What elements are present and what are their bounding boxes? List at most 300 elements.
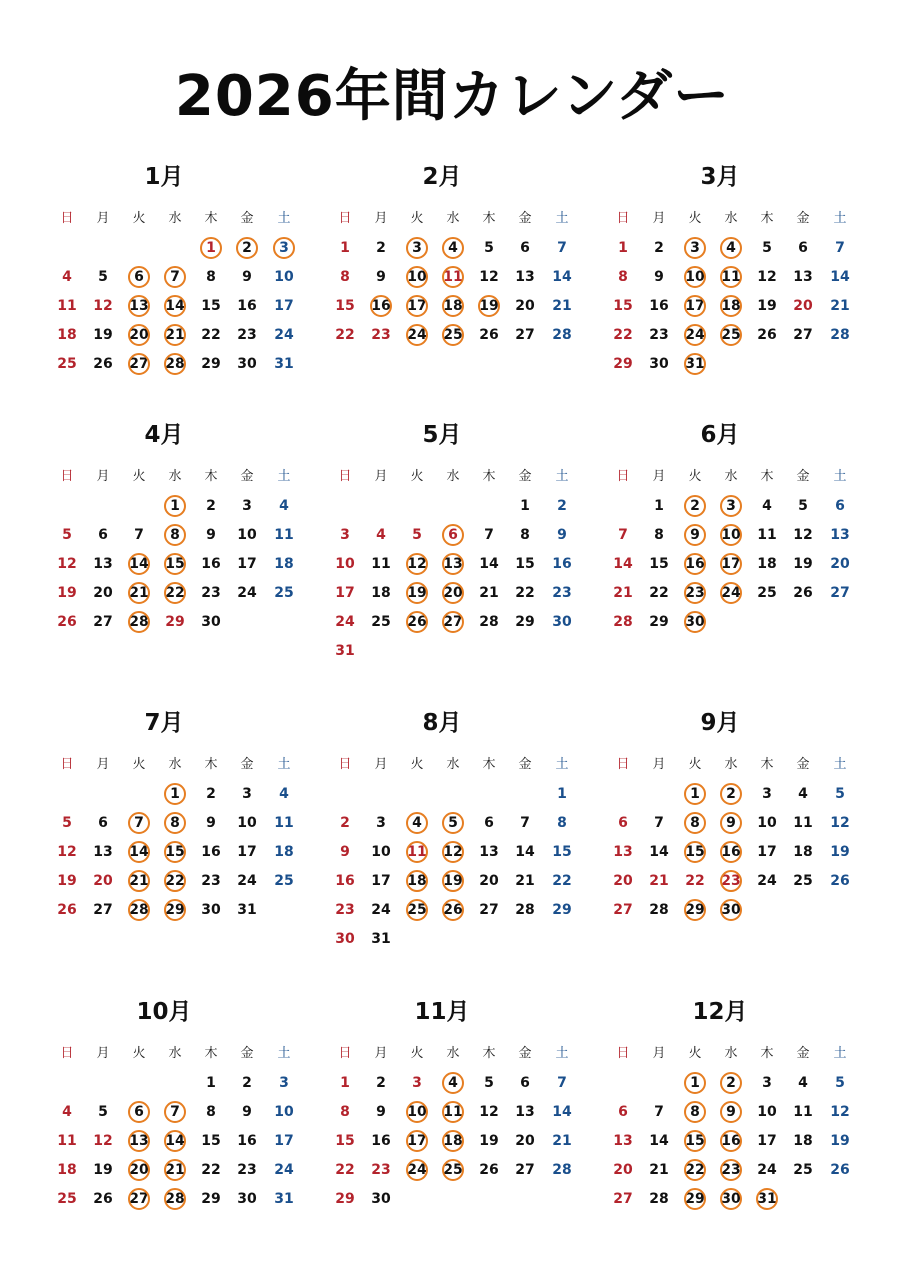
day-number: 25 (793, 1162, 813, 1178)
day-number: 3 (279, 1075, 289, 1091)
weekday-header: 土 (833, 469, 847, 484)
day-cell (193, 842, 229, 862)
day-number: 30 (649, 356, 669, 372)
day-number: 20 (515, 1133, 535, 1149)
day-cell (229, 1102, 265, 1122)
day-number: 23 (552, 585, 572, 601)
day-cell (677, 238, 713, 258)
day-number: 4 (412, 815, 422, 831)
day-cell (641, 842, 677, 862)
day-cell (641, 1160, 677, 1180)
day-cell (49, 1160, 85, 1180)
day-number: 15 (685, 844, 705, 860)
day-cell (641, 354, 677, 374)
day-cell (363, 842, 399, 862)
day-number: 19 (830, 1133, 850, 1149)
day-cell (641, 1189, 677, 1209)
day-number: 20 (479, 873, 499, 889)
day-cell (677, 1131, 713, 1151)
day-cell (399, 238, 435, 258)
day-cell (266, 813, 302, 833)
day-cell (713, 784, 749, 804)
day-cell (471, 325, 507, 345)
day-number: 7 (557, 1075, 567, 1091)
day-number: 8 (170, 527, 180, 543)
day-number: 3 (242, 786, 252, 802)
day-cell (471, 296, 507, 316)
day-number: 26 (93, 356, 113, 372)
weekday-header: 木 (760, 211, 774, 226)
day-number: 25 (721, 327, 741, 343)
day-number: 16 (237, 1133, 257, 1149)
day-number: 29 (165, 614, 185, 630)
day-number: 1 (654, 498, 664, 514)
day-number: 30 (685, 614, 705, 630)
day-number: 23 (649, 327, 669, 343)
day-cell (85, 813, 121, 833)
day-number: 27 (93, 614, 113, 630)
weekday-header: 金 (518, 469, 532, 484)
day-cell (785, 784, 821, 804)
day-number: 4 (726, 240, 736, 256)
day-cell (266, 354, 302, 374)
day-cell (785, 525, 821, 545)
day-cell (749, 813, 785, 833)
day-cell (677, 1189, 713, 1209)
day-cell (266, 296, 302, 316)
month-3 (591, 162, 849, 402)
day-cell (157, 296, 193, 316)
day-cell (399, 1131, 435, 1151)
weekday-header: 金 (518, 757, 532, 772)
day-number: 8 (557, 815, 567, 831)
day-cell (363, 871, 399, 891)
day-cell (785, 496, 821, 516)
day-cell (157, 325, 193, 345)
day-number: 4 (448, 1075, 458, 1091)
day-number: 10 (721, 527, 741, 543)
day-number: 28 (649, 902, 669, 918)
day-number: 18 (407, 873, 427, 889)
day-cell (435, 842, 471, 862)
day-number: 25 (371, 614, 391, 630)
day-cell (677, 554, 713, 574)
day-cell (49, 1131, 85, 1151)
day-number: 16 (721, 1133, 741, 1149)
day-number: 29 (201, 356, 221, 372)
day-cell (544, 496, 580, 516)
day-number: 5 (835, 786, 845, 802)
weekday-header: 火 (688, 757, 702, 772)
day-cell (435, 525, 471, 545)
day-cell (749, 842, 785, 862)
day-cell (193, 784, 229, 804)
day-number: 14 (129, 844, 149, 860)
weekday-header: 日 (60, 211, 74, 226)
day-number: 11 (793, 1104, 813, 1120)
day-number: 13 (443, 556, 463, 572)
day-cell (749, 238, 785, 258)
day-number: 29 (201, 1191, 221, 1207)
day-cell (641, 612, 677, 632)
day-cell (85, 325, 121, 345)
day-cell (507, 583, 543, 603)
day-number: 9 (242, 269, 252, 285)
weekday-header: 土 (555, 1046, 569, 1061)
day-number: 28 (830, 327, 850, 343)
day-number: 5 (762, 240, 772, 256)
day-cell (677, 583, 713, 603)
day-number: 30 (201, 614, 221, 630)
day-cell (363, 900, 399, 920)
weekday-header: 火 (132, 1046, 146, 1061)
day-cell (193, 871, 229, 891)
day-cell (121, 1102, 157, 1122)
day-cell (641, 554, 677, 574)
day-cell (749, 496, 785, 516)
month-11 (313, 997, 571, 1237)
day-number: 8 (340, 269, 350, 285)
day-cell (229, 784, 265, 804)
day-cell (229, 1189, 265, 1209)
day-number: 9 (726, 1104, 736, 1120)
day-cell (713, 1102, 749, 1122)
day-cell (605, 612, 641, 632)
day-cell (605, 1160, 641, 1180)
day-cell (193, 1131, 229, 1151)
month-title: 4月 (144, 422, 184, 448)
day-cell (85, 842, 121, 862)
day-number: 7 (654, 815, 664, 831)
day-number: 10 (407, 1104, 427, 1120)
day-number: 19 (443, 873, 463, 889)
day-number: 4 (376, 527, 386, 543)
day-number: 19 (407, 585, 427, 601)
day-cell (507, 1073, 543, 1093)
day-cell (605, 354, 641, 374)
day-cell (193, 496, 229, 516)
day-number: 20 (613, 1162, 633, 1178)
day-cell (121, 554, 157, 574)
month-title: 1月 (144, 164, 184, 190)
day-number: 24 (757, 873, 777, 889)
day-cell (677, 842, 713, 862)
day-number: 12 (479, 269, 499, 285)
day-cell (785, 583, 821, 603)
day-number: 14 (649, 844, 669, 860)
day-cell (471, 900, 507, 920)
day-number: 5 (62, 815, 72, 831)
weekday-header: 水 (446, 211, 460, 226)
month-7 (35, 708, 293, 948)
day-number: 1 (206, 240, 216, 256)
day-cell (544, 554, 580, 574)
day-cell (121, 842, 157, 862)
day-number: 21 (552, 1133, 572, 1149)
day-cell (435, 325, 471, 345)
day-cell (327, 612, 363, 632)
day-number: 24 (335, 614, 355, 630)
day-cell (435, 612, 471, 632)
day-number: 16 (649, 298, 669, 314)
day-number: 17 (757, 1133, 777, 1149)
day-cell (749, 1073, 785, 1093)
day-number: 11 (274, 815, 294, 831)
weekday-header: 水 (446, 1046, 460, 1061)
day-cell (266, 1160, 302, 1180)
day-number: 16 (371, 1133, 391, 1149)
day-number: 24 (721, 585, 741, 601)
day-cell (713, 1189, 749, 1209)
weekday-header: 月 (374, 757, 388, 772)
day-number: 29 (613, 356, 633, 372)
day-number: 19 (479, 1133, 499, 1149)
day-number: 22 (685, 873, 705, 889)
day-cell (605, 1131, 641, 1151)
day-number: 24 (407, 327, 427, 343)
day-number: 24 (237, 873, 257, 889)
day-cell (713, 871, 749, 891)
day-cell (507, 612, 543, 632)
weekday-header: 木 (204, 469, 218, 484)
day-number: 6 (484, 815, 494, 831)
day-cell (121, 1131, 157, 1151)
day-number: 2 (726, 786, 736, 802)
day-number: 13 (129, 298, 149, 314)
day-cell (507, 900, 543, 920)
day-cell (157, 1160, 193, 1180)
day-cell (363, 554, 399, 574)
day-number: 19 (57, 873, 77, 889)
day-cell (605, 871, 641, 891)
day-cell (605, 1102, 641, 1122)
day-number: 25 (274, 585, 294, 601)
day-number: 25 (793, 873, 813, 889)
day-number: 25 (57, 356, 77, 372)
day-number: 20 (613, 873, 633, 889)
month-9 (591, 708, 849, 948)
day-number: 30 (335, 931, 355, 947)
day-cell (49, 296, 85, 316)
day-number: 9 (557, 527, 567, 543)
weekday-header: 水 (724, 211, 738, 226)
day-number: 30 (721, 1191, 741, 1207)
day-number: 22 (165, 585, 185, 601)
weekday-header: 月 (96, 757, 110, 772)
day-cell (327, 641, 363, 661)
day-number: 7 (170, 269, 180, 285)
day-cell (229, 296, 265, 316)
day-cell (471, 842, 507, 862)
day-number: 17 (274, 298, 294, 314)
day-number: 26 (93, 1191, 113, 1207)
day-number: 23 (721, 873, 741, 889)
day-cell (605, 267, 641, 287)
weekday-header: 土 (277, 469, 291, 484)
day-cell (157, 583, 193, 603)
day-cell (713, 267, 749, 287)
day-cell (435, 554, 471, 574)
weekday-header: 水 (446, 469, 460, 484)
day-cell (399, 296, 435, 316)
day-number: 14 (552, 1104, 572, 1120)
day-number: 18 (443, 1133, 463, 1149)
day-number: 18 (793, 844, 813, 860)
day-cell (121, 1160, 157, 1180)
day-number: 23 (237, 1162, 257, 1178)
day-cell (749, 784, 785, 804)
day-number: 31 (274, 356, 294, 372)
day-number: 9 (242, 1104, 252, 1120)
day-number: 11 (793, 815, 813, 831)
day-number: 3 (412, 240, 422, 256)
day-number: 23 (685, 585, 705, 601)
day-cell (49, 813, 85, 833)
day-cell (435, 813, 471, 833)
day-cell (822, 238, 858, 258)
day-number: 1 (690, 1075, 700, 1091)
day-cell (713, 1131, 749, 1151)
day-cell (822, 554, 858, 574)
day-cell (677, 784, 713, 804)
weekday-header: 水 (724, 757, 738, 772)
day-number: 28 (552, 1162, 572, 1178)
day-cell (749, 1102, 785, 1122)
day-number: 22 (649, 585, 669, 601)
day-number: 13 (793, 269, 813, 285)
day-cell (327, 813, 363, 833)
day-cell (327, 296, 363, 316)
day-cell (641, 583, 677, 603)
day-cell (605, 238, 641, 258)
day-cell (605, 554, 641, 574)
day-number: 21 (515, 873, 535, 889)
weekday-header: 火 (132, 757, 146, 772)
day-number: 27 (515, 1162, 535, 1178)
day-number: 9 (654, 269, 664, 285)
weekday-header: 金 (518, 1046, 532, 1061)
day-cell (327, 929, 363, 949)
day-cell (544, 842, 580, 862)
day-cell (327, 1102, 363, 1122)
day-cell (193, 1189, 229, 1209)
day-cell (471, 583, 507, 603)
day-cell (327, 842, 363, 862)
day-cell (605, 583, 641, 603)
day-cell (229, 354, 265, 374)
day-number: 11 (57, 298, 77, 314)
day-number: 12 (93, 298, 113, 314)
day-cell (229, 238, 265, 258)
day-number: 12 (57, 556, 77, 572)
day-number: 21 (129, 585, 149, 601)
day-cell (507, 1160, 543, 1180)
day-number: 13 (515, 1104, 535, 1120)
day-cell (471, 238, 507, 258)
day-number: 17 (721, 556, 741, 572)
day-number: 7 (484, 527, 494, 543)
day-cell (544, 525, 580, 545)
day-cell (266, 583, 302, 603)
day-number: 12 (57, 844, 77, 860)
weekday-header: 月 (652, 469, 666, 484)
day-cell (327, 900, 363, 920)
day-number: 14 (649, 1133, 669, 1149)
day-number: 17 (407, 298, 427, 314)
day-number: 14 (552, 269, 572, 285)
weekday-header: 日 (338, 469, 352, 484)
day-number: 12 (407, 556, 427, 572)
day-cell (266, 1189, 302, 1209)
day-cell (157, 554, 193, 574)
day-cell (85, 554, 121, 574)
weekday-header: 土 (833, 757, 847, 772)
month-1 (35, 162, 293, 402)
day-cell (605, 842, 641, 862)
day-number: 25 (443, 327, 463, 343)
day-cell (121, 583, 157, 603)
day-cell (785, 813, 821, 833)
day-number: 31 (237, 902, 257, 918)
day-number: 26 (407, 614, 427, 630)
day-cell (785, 296, 821, 316)
day-number: 28 (129, 614, 149, 630)
day-cell (229, 1073, 265, 1093)
day-number: 16 (237, 298, 257, 314)
day-number: 3 (762, 1075, 772, 1091)
day-number: 28 (165, 356, 185, 372)
day-cell (471, 612, 507, 632)
day-cell (749, 1160, 785, 1180)
day-cell (327, 238, 363, 258)
day-cell (544, 296, 580, 316)
day-number: 16 (335, 873, 355, 889)
day-number: 22 (552, 873, 572, 889)
day-number: 13 (479, 844, 499, 860)
day-cell (785, 1102, 821, 1122)
day-number: 19 (830, 844, 850, 860)
day-cell (157, 354, 193, 374)
day-number: 21 (830, 298, 850, 314)
day-cell (785, 842, 821, 862)
day-cell (327, 267, 363, 287)
day-number: 2 (242, 1075, 252, 1091)
weekday-header: 火 (410, 211, 424, 226)
day-number: 10 (685, 269, 705, 285)
weekday-header: 金 (240, 211, 254, 226)
day-number: 11 (274, 527, 294, 543)
day-cell (121, 325, 157, 345)
day-cell (822, 496, 858, 516)
day-cell (193, 1160, 229, 1180)
day-number: 3 (242, 498, 252, 514)
day-number: 9 (206, 527, 216, 543)
day-number: 10 (274, 269, 294, 285)
day-cell (85, 354, 121, 374)
day-number: 22 (335, 1162, 355, 1178)
day-number: 6 (835, 498, 845, 514)
day-cell (229, 871, 265, 891)
day-cell (229, 583, 265, 603)
day-cell (399, 1073, 435, 1093)
day-number: 8 (690, 1104, 700, 1120)
day-number: 20 (129, 327, 149, 343)
day-number: 30 (371, 1191, 391, 1207)
day-number: 7 (170, 1104, 180, 1120)
day-cell (435, 1073, 471, 1093)
day-number: 24 (757, 1162, 777, 1178)
weekday-header: 月 (374, 211, 388, 226)
